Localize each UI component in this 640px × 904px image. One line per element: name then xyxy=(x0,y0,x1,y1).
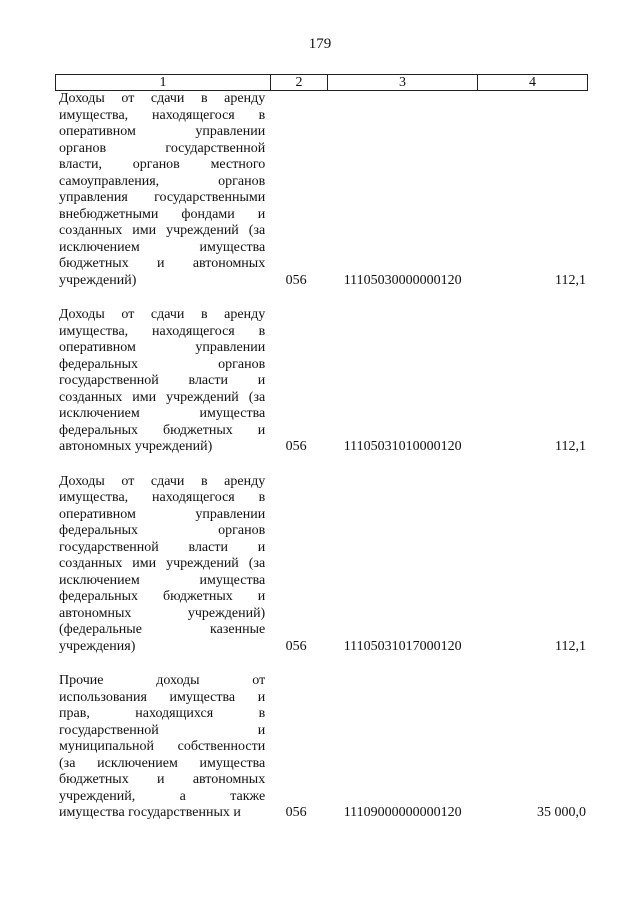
description-line: исключением имущества xyxy=(59,239,266,255)
header-col-4: 4 xyxy=(477,75,587,90)
description-line: федеральных органов xyxy=(59,523,266,538)
description-line: автономных учреждений) xyxy=(59,439,213,454)
header-col-3: 3 xyxy=(327,75,477,90)
admin-code: 056 xyxy=(285,805,307,820)
amount: 112,1 xyxy=(555,638,586,654)
admin-code: 056 xyxy=(285,272,307,288)
budget-classification-code: 11105031010000120 xyxy=(343,439,462,454)
amount: 35 000,0 xyxy=(537,805,586,820)
description-line: самоуправления, органов xyxy=(59,173,266,189)
row-description xyxy=(55,307,265,456)
table-body xyxy=(55,91,588,822)
header-col-1: 1 xyxy=(159,75,167,90)
description-line: муниципальной собственности xyxy=(59,739,266,754)
description-line: федеральных бюджетных и xyxy=(59,589,266,604)
description-line: созданных ими учреждений (за xyxy=(59,223,266,238)
header-col-2: 2 xyxy=(270,75,327,90)
table-row xyxy=(55,673,588,822)
description-line: оперативном управлении xyxy=(59,506,266,522)
description-line: органов государственной xyxy=(59,140,266,156)
amount: 112,1 xyxy=(555,272,586,288)
revenue-table xyxy=(55,74,588,822)
amount: 112,1 xyxy=(555,439,586,454)
description-line: учреждений, а также xyxy=(59,788,266,804)
description-line: федеральных бюджетных и xyxy=(59,422,266,438)
description-line: автономных учреждений) xyxy=(59,605,266,621)
admin-code: 056 xyxy=(285,439,307,454)
description-line: внебюджетными фондами и xyxy=(59,206,266,222)
description-line: государственной власти и xyxy=(59,373,266,388)
description-line: имущества государственных и xyxy=(59,805,241,820)
description-line: созданных ими учреждений (за xyxy=(59,556,266,571)
description-line: имущества, находящегося в xyxy=(59,107,266,123)
budget-classification-code: 11105031017000120 xyxy=(343,638,462,654)
admin-code: 056 xyxy=(285,638,307,654)
description-line: (за исключением имущества xyxy=(59,755,266,771)
table-header xyxy=(55,74,588,91)
description-line: Доходы от сдачи в аренду xyxy=(59,307,266,322)
description-line: Доходы от сдачи в аренду xyxy=(59,91,266,106)
description-line: оперативном управлении xyxy=(59,340,266,355)
description-line: федеральных органов xyxy=(59,356,266,372)
row-description xyxy=(55,673,265,822)
description-line: бюджетных и автономных xyxy=(59,772,266,787)
description-line: государственной и xyxy=(59,722,266,738)
description-line: исключением имущества xyxy=(59,572,266,588)
description-line: управления государственными xyxy=(59,190,266,205)
description-line: бюджетных и автономных xyxy=(59,256,266,271)
description-line: оперативном управлении xyxy=(59,124,266,139)
description-line: учреждения) xyxy=(59,638,136,654)
budget-classification-code: 11109000000000120 xyxy=(343,805,462,820)
table-row xyxy=(55,91,588,289)
description-line: имущества, находящегося в xyxy=(59,323,266,339)
description-line: Прочие доходы от xyxy=(59,673,266,688)
description-line: имущества, находящегося в xyxy=(59,490,266,505)
description-line: исключением имущества xyxy=(59,406,266,421)
description-line: государственной власти и xyxy=(59,539,266,555)
budget-classification-code: 11105030000000120 xyxy=(343,272,462,288)
description-line: использования имущества и xyxy=(59,689,266,705)
description-line: власти, органов местного xyxy=(59,157,266,172)
description-line: учреждений) xyxy=(59,272,137,288)
table-row xyxy=(55,474,588,656)
row-description xyxy=(55,91,265,289)
page-number: 179 xyxy=(308,36,332,52)
description-line: созданных ими учреждений (за xyxy=(59,389,266,405)
description-line: Доходы от сдачи в аренду xyxy=(59,473,266,489)
table-row xyxy=(55,307,588,456)
row-description xyxy=(55,474,265,656)
description-line: (федеральные казенные xyxy=(59,622,266,637)
description-line: прав, находящихся в xyxy=(59,706,266,721)
